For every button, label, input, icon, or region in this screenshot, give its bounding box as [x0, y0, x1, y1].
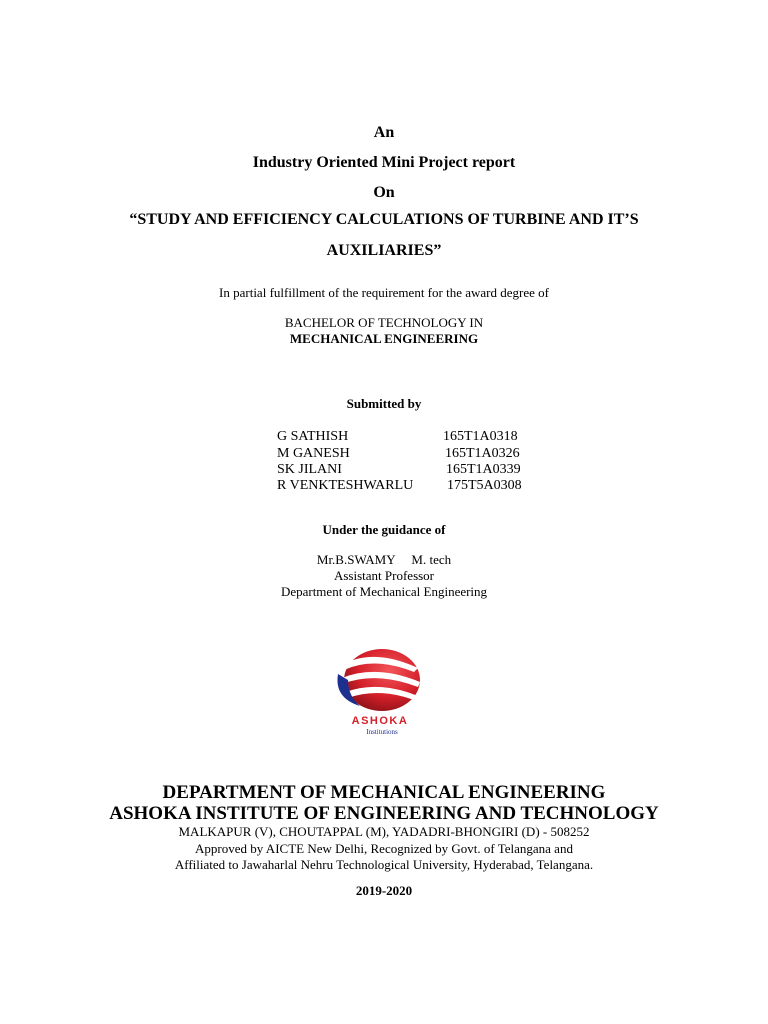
academic-year: 2019-2020	[355, 883, 413, 898]
fulfillment-text: In partial fulfillment of the requirement for the award degree of	[219, 285, 549, 300]
student-row	[277, 446, 537, 463]
footer-department: DEPARTMENT OF MECHANICAL ENGINEERING	[162, 782, 606, 803]
student-name: SK JILANI	[277, 462, 342, 477]
title-report-type: Industry Oriented Mini Project report	[252, 154, 516, 171]
logo-text: ASHOKA	[351, 715, 409, 727]
student-name: G SATHISH	[277, 429, 349, 444]
project-title-line2: AUXILIARIES”	[326, 242, 442, 259]
degree-line1: BACHELOR OF TECHNOLOGY IN	[284, 315, 484, 330]
student-id: 165T1A0339	[446, 462, 521, 477]
guide-department: Department of Mechanical Engineering	[280, 584, 488, 599]
guidance-label: Under the guidance of	[322, 522, 446, 537]
ashoka-logo	[330, 640, 430, 740]
project-title-line1: “STUDY AND EFFICIENCY CALCULATIONS OF TURBINE AND IT’S	[129, 211, 639, 228]
student-name: M GANESH	[277, 446, 350, 461]
student-id: 165T1A0318	[443, 429, 518, 444]
footer-affiliation: Affiliated to Jawaharlal Nehru Technological University, Hyderabad, Telangana.	[174, 857, 594, 872]
student-id: 165T1A0326	[445, 446, 520, 461]
ashoka-logo-graphic	[330, 640, 430, 740]
footer-approval: Approved by AICTE New Delhi, Recognized by Govt. of Telangana and	[195, 841, 573, 856]
degree-line2: MECHANICAL ENGINEERING	[289, 331, 479, 346]
footer-address: MALKAPUR (V), CHOUTAPPAL (M), YADADRI-BHONGIRI (D) - 508252	[178, 824, 590, 839]
guide-designation: Assistant Professor	[333, 568, 435, 583]
footer-institute: ASHOKA INSTITUTE OF ENGINEERING AND TECHNOLOGY	[109, 803, 659, 824]
guide-name: Mr.B.SWAMY M. tech	[316, 552, 452, 567]
student-row	[277, 429, 537, 446]
student-row	[277, 462, 537, 479]
title-on: On	[373, 184, 395, 201]
submitted-by-label: Submitted by	[346, 396, 422, 411]
student-id: 175T5A0308	[447, 478, 522, 493]
student-name: R VENKTESHWARLU	[277, 478, 414, 493]
logo-subtext: Institutions	[366, 728, 398, 736]
title-an: An	[373, 124, 395, 141]
student-row	[277, 478, 537, 495]
